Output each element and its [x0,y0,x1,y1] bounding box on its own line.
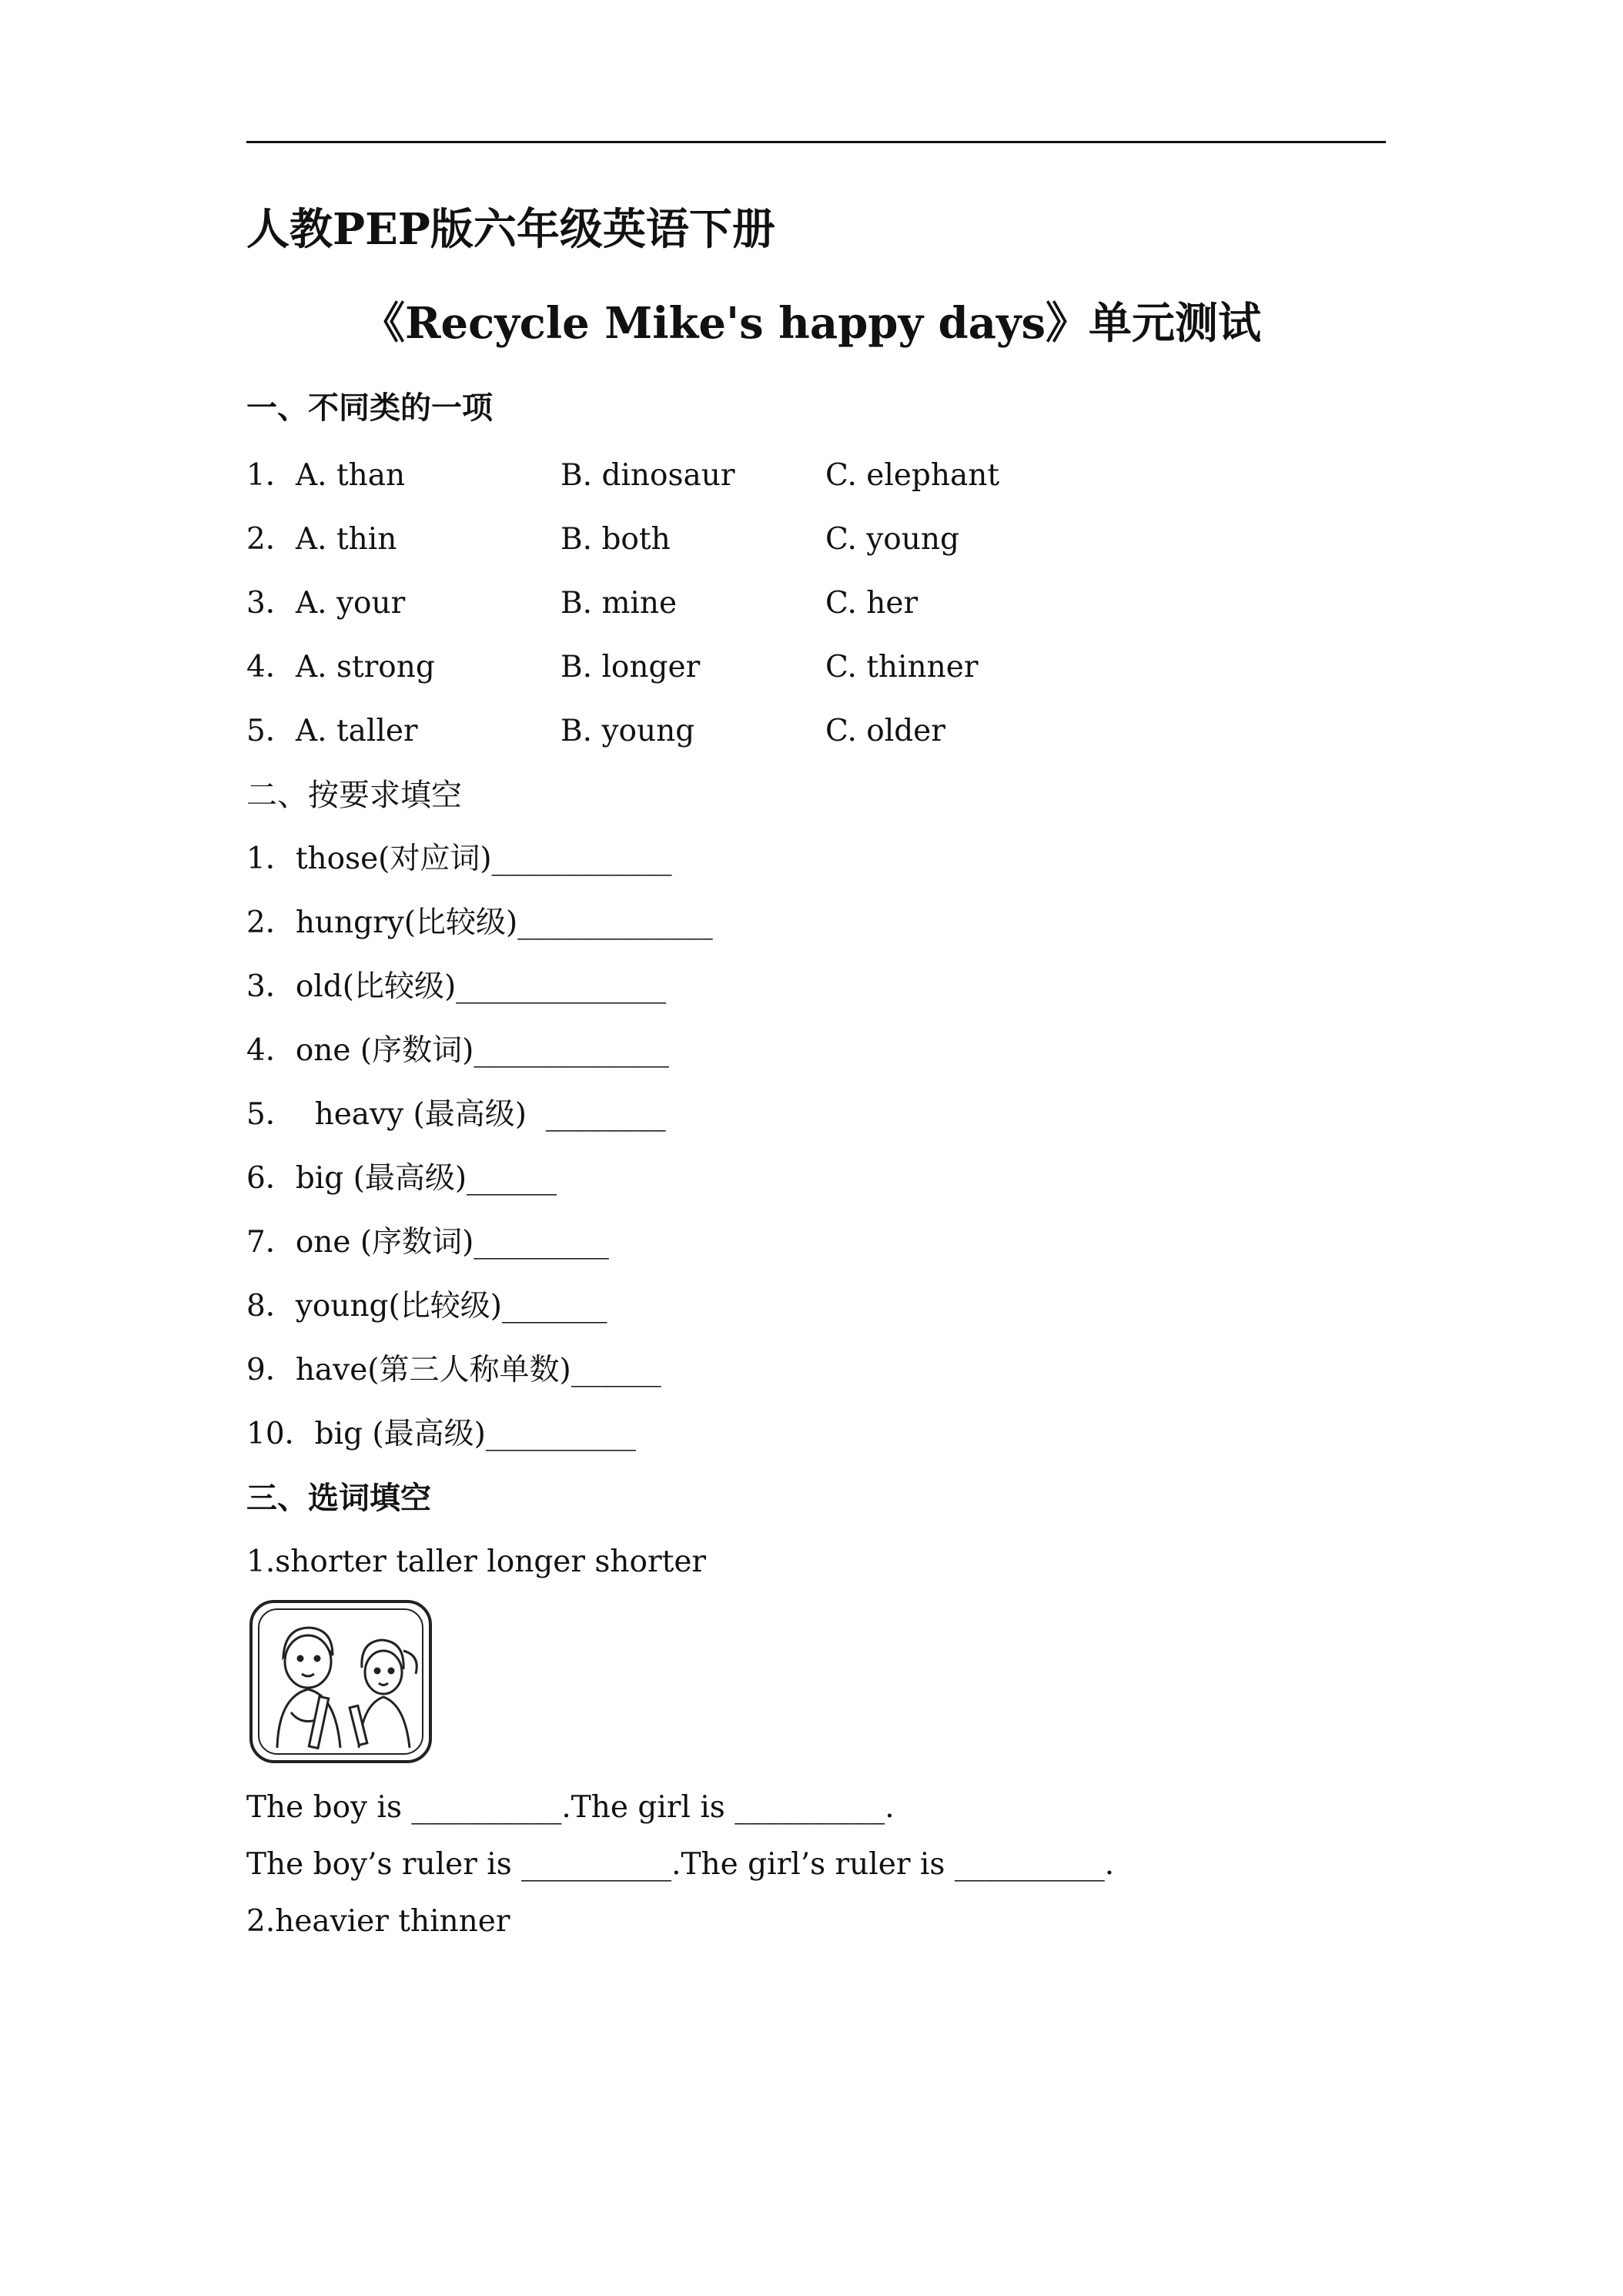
fill-item: 1．those(对应词)____________ [246,842,672,876]
fill-item: 7．one (序数词)_________ [246,1225,609,1260]
title-line-2: 《Recycle Mike's happy days》单元测试 [361,298,1261,349]
fill-item: 2．hungry(比较级)_____________ [246,905,713,940]
word-bank: 2.heavier thinner [246,1904,510,1939]
choice-b: B. longer [561,650,701,684]
choice-b: B. young [561,714,695,748]
choice-a: A. strong [296,650,435,684]
choice-a: A. taller [296,714,418,748]
choice-num: 5． [246,714,296,748]
choice-num: 2． [246,522,296,557]
fill-item: 9．have(第三人称单数)______ [246,1353,661,1387]
choice-c: C. thinner [825,650,979,684]
choice-b: B. dinosaur [561,458,735,493]
question-line: The boy’s ruler is __________.The girl’s ruler is __________. [246,1847,1115,1882]
fill-item: 3．old(比较级)______________ [246,969,667,1004]
title-line-1: 人教PEP版六年级英语下册 [246,204,775,255]
choice-num: 3． [246,586,296,621]
section1-heading: 一、不同类的一项 [246,390,493,426]
choice-a: A. your [296,586,406,621]
question-line: The boy is __________.The girl is __________. [246,1790,895,1825]
word-bank: 1.shorter taller longer shorter [246,1545,707,1579]
choice-a: A. than [296,458,406,493]
section2-heading: 二、按要求填空 [246,778,462,813]
fill-item: 6．big (最高级)______ [246,1161,557,1196]
girl-figure [350,1640,417,1748]
choice-num: 4． [246,650,296,684]
fill-item: 5． heavy (最高级) ________ [246,1097,666,1132]
choice-b: B. mine [561,586,678,621]
boy-and-girl-illustration [246,1597,435,1766]
fill-item: 10．big (最高级)__________ [246,1417,636,1451]
choice-b: B. both [561,522,671,557]
choice-c: C. elephant [825,458,1000,493]
section3-heading: 三、选词填空 [246,1480,431,1516]
choice-c: C. her [825,586,919,621]
header-rule [246,141,1386,143]
fill-item: 4．one (序数词)_____________ [246,1033,669,1068]
choice-c: C. young [825,522,959,557]
boy-figure [277,1628,340,1749]
choice-a: A. thin [296,522,397,557]
fill-item: 8．young(比较级)_______ [246,1289,607,1324]
choice-c: C. older [825,714,945,748]
choice-num: 1． [246,458,296,493]
